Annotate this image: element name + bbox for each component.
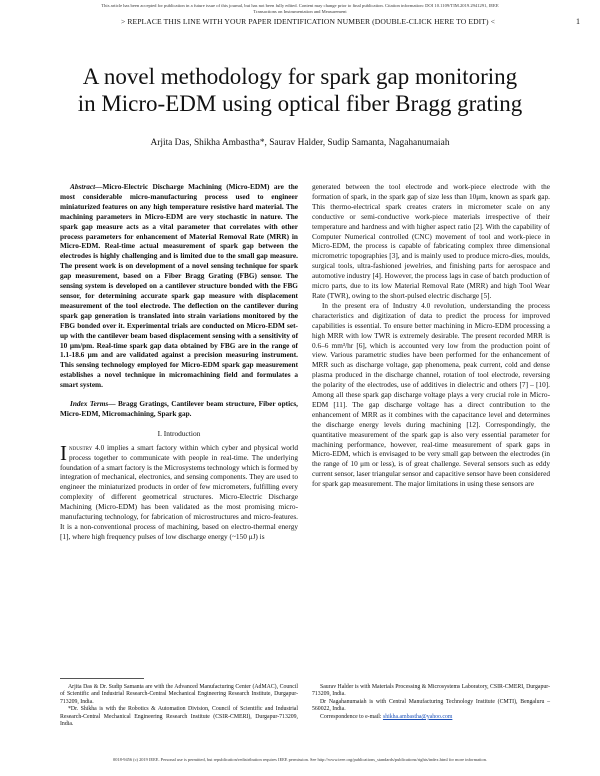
page-number: 1 [576,17,580,26]
footnote-divider [60,678,144,679]
index-terms-body: — Bragg Gratings, Cantilever beam structure, Fiber optics, Micro-EDM, Micromachining, Spark gap. [60,399,298,418]
abstract-body: —Micro-Electric Discharge Machining (Micro-EDM) are the most considerable micro-manufacturing process used to engineer miniaturized features on any high temperature resistive hard material. The machining parameters in Micro-EDM are very stochastic in nature. The spark gap measure acts as a vital parameter that correlates with other process parameters for enhancement of Material Removal Rate (MRR) in Micro-EDM. Real-time actual measurement of spark gap between the electrodes is highly challenging and is limited due to the small gap measure. The present work is on development of a novel sensing technique for spark gap measurement, based on a Fiber Bragg Grating (FBG) sensor. The sensing system is developed on a cantilever structure bonded with the FBG sensor, for determining accurate spark gap measure with displacement measurement of the tool electrode. The deflection on the cantilever during spark gap generation is translated into strain variations monitored by the FBG bonded over it. Experimental trials are conducted on Micro-EDM set-up with the cantilever beam based displacement sensing with a sensitivity of 10 μm/pm. Real-time spark gap data obtained by FBG are in the range of 1.1-18.6 μm and are validated against a precision measuring instrument. This sensing technology employed for Micro-EDM spark gap measurement establishes a novel technique in micromachining field and formulates a smart system. [60,182,298,390]
footnote-affiliation-2: *Dr. Shikha is with the Robotics & Automation Division, Council of Scientific and Industrial Research-Central Mechanical Engineering Research Institute (CSIR-CMERI), Durgapur-713209, India. [60,706,298,728]
author-list: Arjita Das, Shikha Ambastha*, Saurav Halder, Sudip Samanta, Nagahanumaiah [150,138,450,148]
intro-paragraph-1-body: 4.0 implies a smart factory within which cyber and physical world process together to communicate with people in real-time. The underlying foundation of a smart factory is the Microsystems technology which is formed by integration of mechanical, electronics, and sensing components. They are used to engineer the miniaturized products in order of few micrometers, fulfilling every complexity of different geometrical structures. Micro-Electric Discharge Machining (Micro-EDM) has been validated as the most promising micro-manufacturing technology, for fabrication of microstructures and micro-features. It is a non-conventional process of machining, based on electro-thermal energy [1], where high frequency pulses of low discharge energy (~150 μJ) is [60,442,298,541]
correspondence-prefix: Correspondence to e-mail: [320,713,383,720]
footnote-affiliation-3: Saurav Halder is with Materials Processing & Microsystems Laboratory, CSIR-CMERI, Durgapur-713209, India. [312,684,550,698]
publication-banner [14,3,586,14]
footnote-affiliation-1: Arjita Das & Dr. Sudip Samanta are with the Advanced Manufacturing Center (AdMAC), Council of Scientific and Industrial Research-Central Mechanical Engineering Research Institute, Durgapur-713209, India. [60,684,298,705]
paper-id-placeholder[interactable]: > REPLACE THIS LINE WITH YOUR PAPER IDENTIFICATION NUMBER (DOUBLE-CLICK HERE TO EDIT) < [120,17,496,26]
affiliation-footnotes-left [60,684,298,728]
banner-line-1: This article has been accepted for publication in a future issue of this journal, but has not been fully edited. Content may change prior to final publication. Citation information: DOI 10.1109/TIM.2019.2941291, IEEE [101,3,499,8]
body-paragraph-continued: generated between the tool electrode and work-piece electrode with the formation of spark, in the spark gap of size less than 10μm, known as spark gap. This thermo-electrical spark creates craters in micrometer scale on any conductive or semi-conductive work-piece materials irrespective of their temperature and hardness and with higher aspect ratio [2]. With the capability of Computer Numerical controlled (CNC) movement of tool and work-piece in Micro-EDM, the process is capable of fabricating complex three dimensional micrometric topographies [3], and is mainly used to produce micro-dies, moulds, surgical tools, ultra-fashioned jewelries, and finishing parts for aerospace and automotive industry [4]. However, the process lags in case of batch production of micro parts, due to its low Material Removal Rate (MRR) and high Tool Wear Rate (TWR), owing to the short-pulsed electric discharge [5]. [312,182,550,300]
correspondence-email-link[interactable]: shikha.ambastha@yahoo.com [382,713,453,720]
footnote-correspondence [312,714,550,721]
title-line-1: A novel methodology for spark gap monitoring [82,64,518,89]
drop-cap: I [60,440,67,465]
affiliation-footnotes-right [312,684,550,721]
intro-smallcaps-lead: ndustry [69,442,93,452]
banner-line-2: Transactions on Instrumentation and Measurement [253,8,347,14]
index-terms [60,399,298,419]
right-column [312,182,550,489]
body-paragraph-industry: In the present era of Industry 4.0 revolution, understanding the process characteristics and digitization of data to predict the process for improved capabilities is essential. To ensure better machining in Micro-EDM processing a high MRR with low TWR is extremely desirable. The present recorded MRR is 0.6–6 mm³/hr [6], which is accounted very low from the production point of view. Various parametric studies have been performed for the enhancement of MRR such as discharge voltage, gap phenomena, peak current, cold and dense plasma produced in the discharge channel, rotation of tool electrode, reversing the polarity of the electrodes, use of additives in dielectric and others [7] – [10]. Among all these spark gap discharge voltage plays a very crucial role in Micro-EDM [11]. The gap discharge voltage has a direct contribution to the enhancement of MRR as it combines with the capacitance level and determines the discharge energy levels during machining [12]. Correspondingly, the quantitative measurement of the spark gap is also very essential parameter for machining performance, however, real-time measurement of spark gaps in Micro-EDM, which is envisaged to be very small gap between the electrodes (in the range of 10 μm or less), is of great challenge. Several sensors such as eddy current sensor, laser triangular sensor and capacitive sensor have been considered for spark gap measurement. The major limitations in using these sensors are [312,300,550,489]
paper-title [30,63,570,117]
left-column [60,182,298,542]
abstract-lead: Abstract [70,182,96,191]
copyright-footer: 0018-9456 (c) 2019 IEEE. Personal use is permitted, but republication/redistribution requires IEEE permission. See http://www.ieee.org/publications_standards/publications/rights/index.html for more information. [113,757,487,762]
footnote-affiliation-4: Dr Nagahanumaiah is with Central Manufacturing Technology Institute (CMTI), Bengaluru – 560022, India. [312,698,550,713]
section-heading-introduction: I. Introduction [157,428,201,438]
index-terms-lead: Index Terms [70,399,109,409]
title-line-2: in Micro-EDM using optical fiber Bragg grating [77,91,523,116]
abstract [60,182,298,390]
intro-paragraph-1 [60,440,298,542]
